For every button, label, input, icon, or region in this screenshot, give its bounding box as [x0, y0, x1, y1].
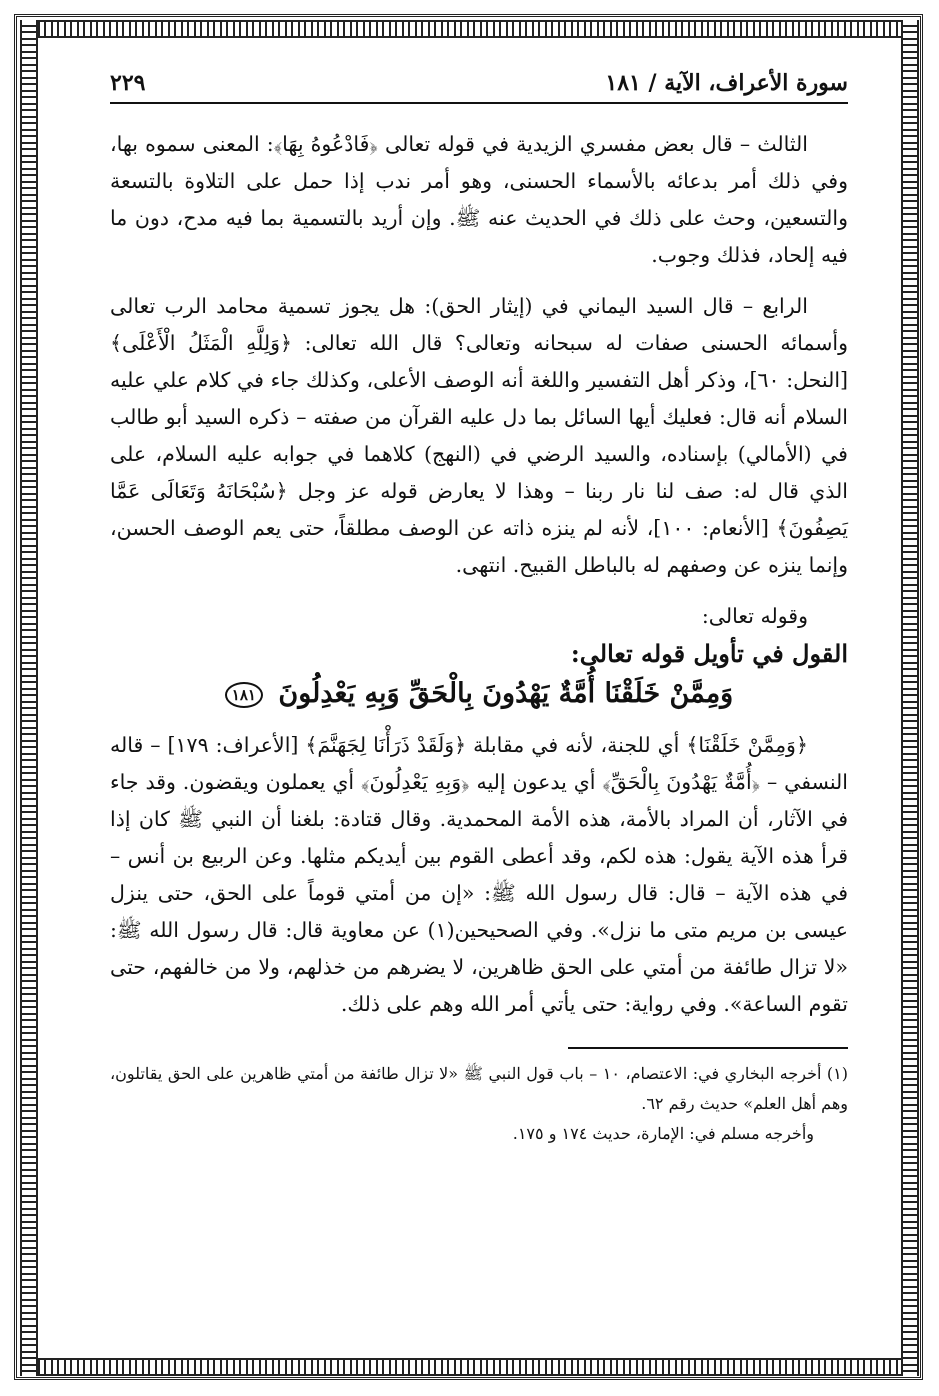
- footnote-1-continued: وأخرجه مسلم في: الإمارة، حديث ١٧٤ و ١٧٥.: [512, 1124, 814, 1143]
- verse-intro: وقوله تعالى:: [701, 604, 808, 628]
- footnote-divider: [568, 1047, 848, 1049]
- border-chain-right: [901, 20, 919, 1376]
- border-chain-bottom: [20, 1358, 919, 1376]
- border-chain-left: [20, 20, 38, 1376]
- page-number: ٢٢٩: [110, 70, 146, 96]
- quran-verse: [110, 678, 848, 709]
- border-chain-top: [20, 20, 919, 38]
- footnote-1: (١) أخرجه البخاري في: الاعتصام، ١٠ – باب قول النبي ﷺ «لا تزال طائفة من أمتي ظاهرين على الحق يقاتلون، وهم أهل العلم» حديث رقم ٦٢.: [110, 1064, 849, 1113]
- paragraph-third: الثالث – قال بعض مفسري الزيدية في قوله تعالى ﴿فَادْعُوهُ بِهَا﴾: المعنى سموه بها، وفي ذلك أمر بدعائه بالأسماء الحسنى، وهو أمر ندب إذا حمل على التلاوة بالتسعة والتسعين، وحث على ذلك في الحديث عنه ﷺ. وإن أريد بالتسمية بما فيه مدح، دون ما فيه إلحاد، فذلك وجوب.: [110, 132, 848, 267]
- footnotes: [110, 1059, 848, 1149]
- surah-title: سورة الأعراف، الآية / ١٨١: [605, 70, 848, 96]
- paragraph-commentary: ﴿وَمِمَّنْ خَلَقْنَا﴾ أي للجنة، لأنه في مقابلة ﴿وَلَقَدْ ذَرَأْنَا لِجَهَنَّمَ﴾ [الأعراف: ١٧٩] – قاله النسفي – ﴿أُمَّةٌ يَهْدُونَ بِالْحَقِّ﴾ أي يدعون إليه ﴿وَبِهِ يَعْدِلُونَ﴾ أي يعملون ويقضون. وقد جاء في الآثار، أن المراد بالأمة، هذه الأمة المحمدية. وقال قتادة: بلغنا أن النبي ﷺ كان إذا قرأ هذه الآية يقول: هذه لكم، وقد أعطى القوم بين أيديكم مثلها. وعن الربيع بن أنس – في هذه الآية – قال: قال رسول الله ﷺ: «إن من أمتي قوماً على الحق، حتى ينزل عيسى بن مريم متى ما نزل». وفي الصحيحين(١) عن معاوية قال: قال رسول الله ﷺ: «لا تزال طائفة من أمتي على الحق ظاهرين، لا يضرهم من خذلهم، ولا من خالفهم، حتى تقوم الساعة». وفي رواية: حتى يأتي أمر الله وهم على ذلك.: [110, 733, 848, 1016]
- verse-text: وَمِمَّنْ خَلَقْنَا أُمَّةٌ يَهْدُونَ بِالْحَقِّ وَبِهِ يَعْدِلُونَ: [278, 678, 734, 709]
- paragraph-fourth: الرابع – قال السيد اليماني في (إيثار الحق): هل يجوز تسمية محامد الرب تعالى وأسمائه الحسنى صفات له سبحانه وتعالى؟ قال الله تعالى: ﴿وَلِلَّهِ الْمَثَلُ الْأَعْلَى﴾ [النحل: ٦٠]، وذكر أهل التفسير واللغة أنه الوصف الأعلى، وكذلك جاء في كلام علي عليه السلام أنه قال: فعليك أيها السائل بما دل عليه القرآن من صفته – ذكره السيد أبو طالب في (الأمالي) بإسناده، والسيد الرضي في (النهج) كلاهما في جوابه عليه السلام، على الذي قال له: صف لنا نار ربنا – وهذا لا يعارض قوله عز وجل ﴿سُبْحَانَهُ وَتَعَالَى عَمَّا يَصِفُونَ﴾ [الأنعام: ١٠٠]، لأنه لم ينزه ذاته عن الوصف مطلقاً، حتى يعم الوصف الحسن، وإنما ينزه عن وصفهم له بالباطل القبيح. انتهى.: [110, 294, 849, 577]
- page-header: [110, 70, 848, 104]
- verse-number-marker: ١٨١: [225, 682, 263, 708]
- section-heading: القول في تأويل قوله تعالى:: [570, 639, 848, 668]
- page-content: [110, 70, 848, 1149]
